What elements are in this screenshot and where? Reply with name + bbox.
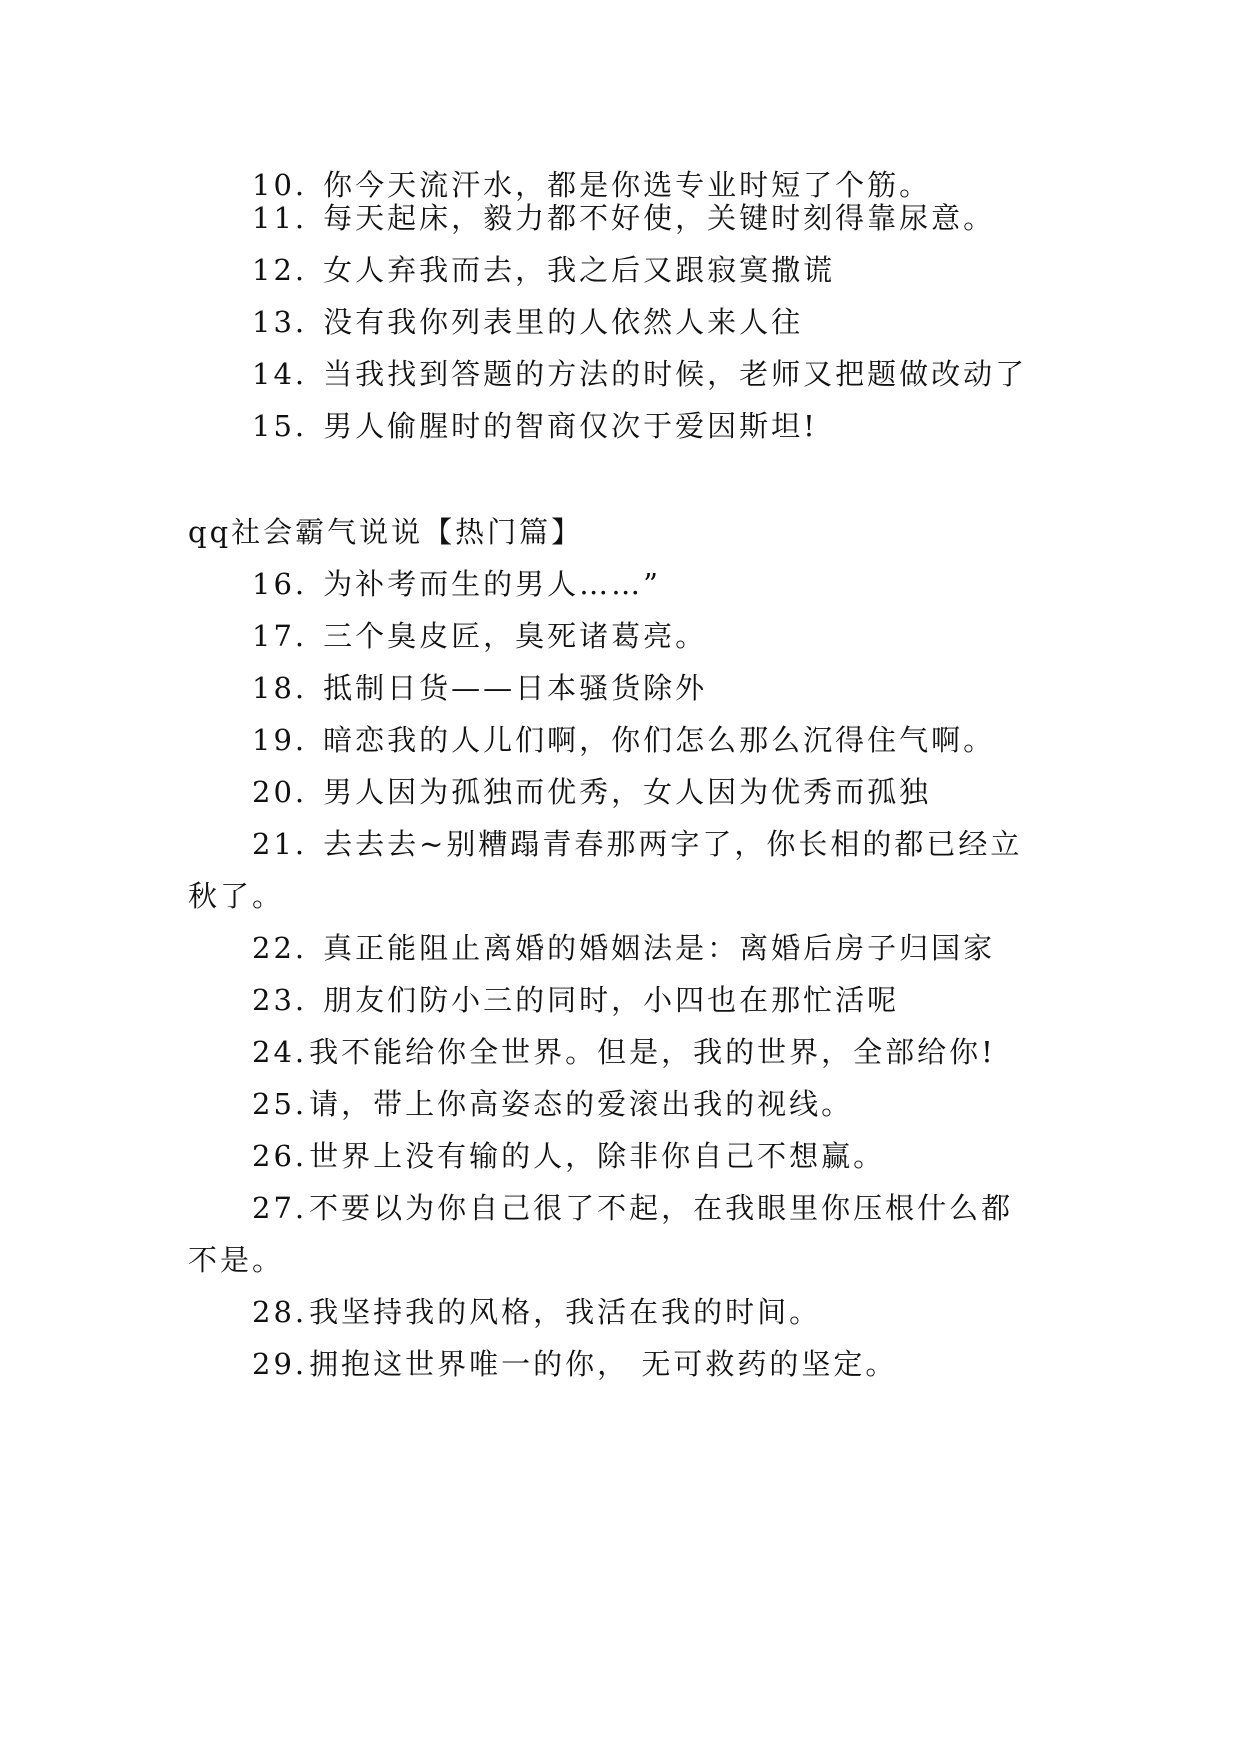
item-number: 24. bbox=[252, 1035, 308, 1069]
list-item bbox=[252, 406, 818, 446]
item-text: 每天起床，毅力都不好使，关键时刻得靠尿意。 bbox=[323, 201, 996, 235]
item-text: 当我找到答题的方法的时候，老师又把题做改动了 bbox=[323, 357, 1028, 391]
item-text: 暗恋我的人儿们啊，你们怎么那么沉得住气啊。 bbox=[323, 723, 996, 757]
item-number: 12. bbox=[252, 253, 308, 287]
item-text: 女人弃我而去，我之后又跟寂寞撒谎 bbox=[323, 253, 836, 287]
section-heading: qq社会霸气说说【热门篇】 bbox=[188, 515, 584, 549]
list-item bbox=[252, 668, 707, 708]
item-number: 21. bbox=[252, 827, 308, 861]
list-item bbox=[252, 824, 1022, 864]
list-item bbox=[252, 1292, 821, 1332]
list-item bbox=[252, 1136, 885, 1176]
list-item bbox=[252, 1032, 996, 1072]
list-item bbox=[252, 772, 931, 812]
item-number: 19. bbox=[252, 723, 308, 757]
item-number: 25. bbox=[252, 1087, 308, 1121]
item-text: 三个臭皮匠，臭死诸葛亮。 bbox=[323, 619, 708, 653]
item-number: 16. bbox=[252, 567, 308, 601]
item-number: 28. bbox=[252, 1295, 308, 1329]
item-text: 没有我你列表里的人依然人来人往 bbox=[323, 305, 804, 339]
list-item bbox=[252, 250, 835, 290]
list-item bbox=[252, 720, 995, 760]
item-text: 真正能阻止离婚的婚姻法是：离婚后房子归国家 bbox=[323, 931, 996, 965]
item-text: 不要以为你自己很了不起，在我眼里你压根什么都 bbox=[309, 1191, 1014, 1225]
item-text: 去去去~别糟蹋青春那两字了，你长相的都已经立 bbox=[323, 827, 1023, 861]
list-item-continuation: 秋了。 bbox=[188, 879, 285, 913]
item-text: 拥抱这世界唯一的你， 无可救药的坚定。 bbox=[309, 1347, 898, 1381]
item-number: 23. bbox=[252, 983, 308, 1017]
item-text: 你今天流汗水，都是你选专业时短了个筋。 bbox=[323, 168, 932, 202]
item-number: 17. bbox=[252, 619, 308, 653]
item-number: 14. bbox=[252, 357, 308, 391]
list-item bbox=[252, 1344, 897, 1384]
item-number: 11. bbox=[252, 201, 308, 235]
item-number: 27. bbox=[252, 1191, 308, 1225]
list-item bbox=[252, 302, 803, 342]
item-text: 男人偷腥时的智商仅次于爱因斯坦! bbox=[323, 409, 818, 443]
item-text: 我不能给你全世界。但是，我的世界，全部给你! bbox=[309, 1035, 996, 1069]
list-item-continuation: 不是。 bbox=[188, 1243, 285, 1277]
list-item bbox=[252, 564, 661, 604]
item-number: 18. bbox=[252, 671, 308, 705]
list-item bbox=[252, 1188, 1013, 1228]
item-number: 15. bbox=[252, 409, 308, 443]
item-number: 13. bbox=[252, 305, 308, 339]
item-number: 20. bbox=[252, 775, 308, 809]
item-text: 抵制日货——日本骚货除外 bbox=[323, 671, 708, 705]
item-text: 请，带上你高姿态的爱滚出我的视线。 bbox=[309, 1087, 854, 1121]
list-item bbox=[252, 354, 1027, 394]
item-text: 我坚持我的风格，我活在我的时间。 bbox=[309, 1295, 822, 1329]
item-number: 26. bbox=[252, 1139, 308, 1173]
list-item bbox=[252, 616, 707, 656]
item-number: 22. bbox=[252, 931, 308, 965]
list-item bbox=[252, 928, 995, 968]
item-number: 29. bbox=[252, 1347, 308, 1381]
item-text: 为补考而生的男人……” bbox=[323, 567, 661, 601]
list-item bbox=[252, 1084, 853, 1124]
item-text: 朋友们防小三的同时，小四也在那忙活呢 bbox=[323, 983, 900, 1017]
item-text: 男人因为孤独而优秀，女人因为优秀而孤独 bbox=[323, 775, 932, 809]
list-item bbox=[252, 198, 995, 238]
list-item bbox=[252, 980, 899, 1020]
item-number: 10. bbox=[252, 168, 308, 202]
item-text: 世界上没有输的人，除非你自己不想赢。 bbox=[309, 1139, 886, 1173]
